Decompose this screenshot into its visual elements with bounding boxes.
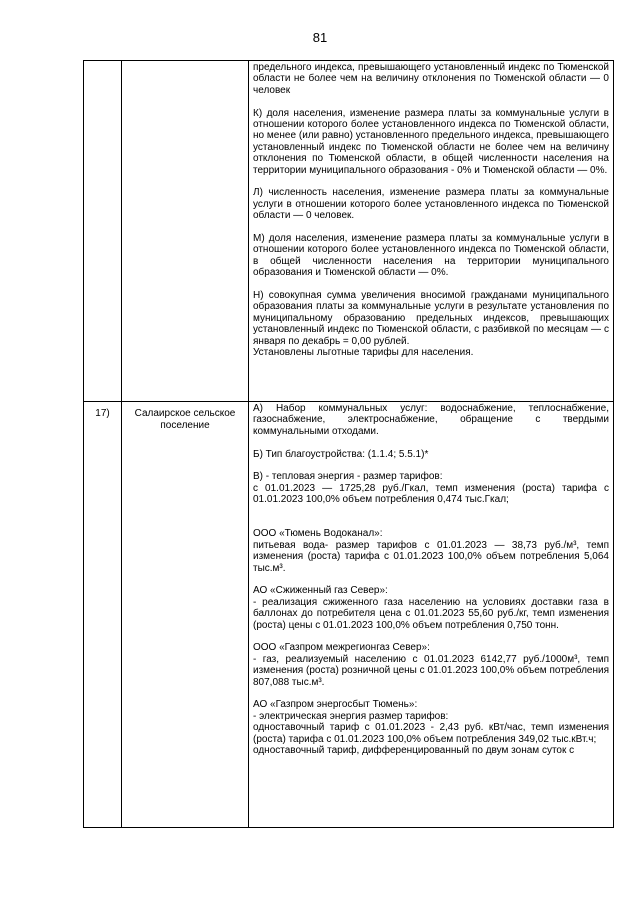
row-number-cell: 17) [84, 402, 122, 828]
table-row [84, 61, 614, 402]
municipality-name-cell [122, 61, 249, 402]
table-row [84, 402, 614, 828]
paragraph: Б) Тип благоустройства: (1.1.4; 5.5.1)* [253, 448, 429, 460]
paragraph: АО «Сжиженный газ Север»: - реализация сжиженного газа населению на условиях доставки газа в баллонах до потребителя цена с 01.01.2023 55,60 руб./кг, темп изменения (роста) цены с 01.01.2023 100,0% объем потребления 0,750 тонн. [253, 585, 609, 631]
paragraph: Установлены льготные тарифы для населения. [253, 347, 474, 359]
paragraph: АО «Газпром энергосбыт Тюмень»: - электрическая энергия размер тарифов: одноставочный тариф с 01.01.2023 - 2,43 руб. кВт/час, темп изменения (роста) тарифа с 01.01.2023 100,0% объем потребления 349,02 тыс.кВт.ч; одноставочный тариф, дифференцированный по двум зонам суток с [253, 699, 609, 757]
row-content-cell [249, 402, 614, 828]
paragraph: ООО «Тюмень Водоканал»: питьевая вода- размер тарифов с 01.01.2023 — 38,73 руб./м³, темп изменения (роста) тарифа с 01.01.2023 100,0% объем потребления 5,064 тыс.м³. [253, 528, 609, 574]
paragraph: предельного индекса, превышающего установленный индекс по Тюменской области не более чем на величину отклонения по Тюменской области — 0 человек [253, 62, 609, 96]
paragraph: А) Набор коммунальных услуг: водоснабжение, теплоснабжение, газоснабжение, электроснабжение, обращение с твердыми коммунальными отходами. [253, 403, 609, 437]
paragraph: Н) совокупная сумма увеличения вносимой гражданами муниципального образования платы за коммунальные услуги в результате установления по муниципальному образованию предельных индексов, превышающих установленный индекс по Тюменской области, с разбивкой по месяцам — с января по декабрь = 0,00 рублей. [253, 290, 609, 347]
row-content-cell [249, 61, 614, 402]
municipality-name-cell: Салаирское сельское поселение [122, 402, 249, 828]
paragraph: ООО «Газпром межрегионгаз Север»: - газ, реализуемый населению с 01.01.2023 6142,77 руб./1000м³, темп изменения (роста) розничной цены с 01.01.2023 100,0% объем потребления 807,088 тыс.м³. [253, 642, 609, 688]
tariff-table [83, 60, 614, 828]
paragraph: Л) численность населения, изменение размера платы за коммунальные услуги в отношении которого более установленного индекса по Тюменской области — 0 человек. [253, 187, 609, 222]
paragraph: М) доля населения, изменение размера платы за коммунальные услуги в отношении которого более установленного индекса по Тюменской области, в общей численности населения на территории муниципального образования и Тюменской области — 0%. [253, 233, 609, 279]
paragraph: В) - тепловая энергия - размер тарифов: с 01.01.2023 — 1725,28 руб./Гкал, темп изменения (роста) тарифа с 01.01.2023 100,0% объем потребления 0,474 тыс.Гкал; [253, 471, 609, 506]
row-number-cell [84, 61, 122, 402]
page-number: 81 [312, 30, 328, 45]
paragraph: К) доля населения, изменение размера платы за коммунальные услуги в отношении которого более установленного индекса по Тюменской области, но менее (или равно) установленного предельного индекса, превышающего установленный индекс по Тюменской области не более чем на величину отклонения по Тюменской области, в общей численности населения на территории муниципального образования - 0% и Тюменской области — 0%. [253, 107, 609, 176]
